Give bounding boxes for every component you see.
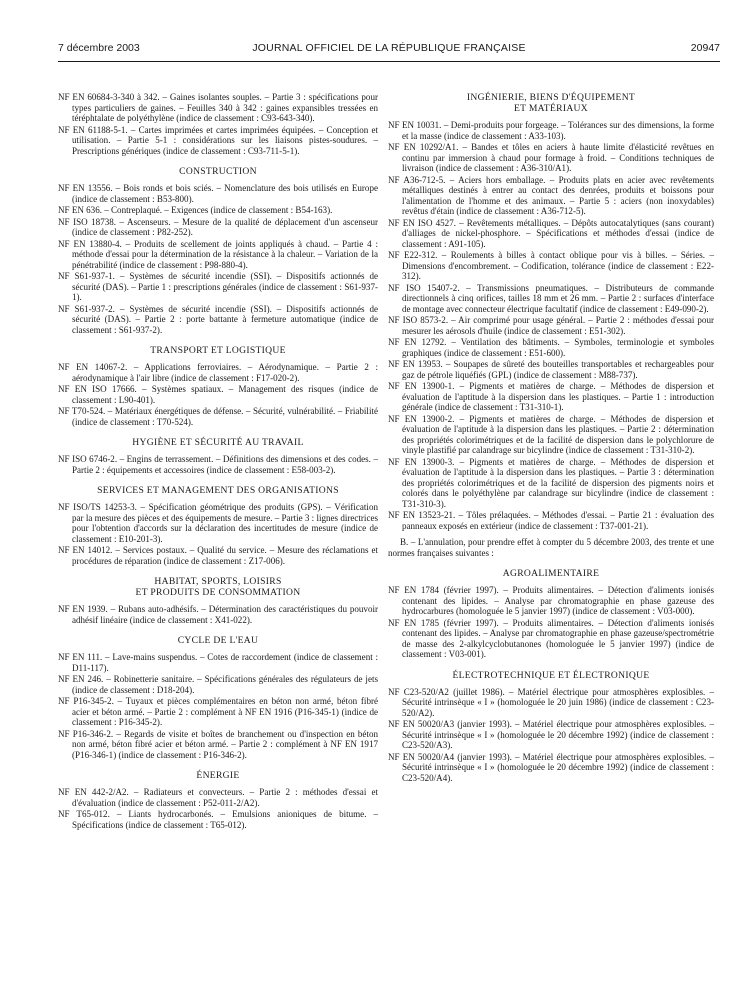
standard-entry: NF EN 14012. – Services postaux. – Qualité du service. – Mesure des réclamations et procédures de réparation (indice de classement : Z17-006). [58, 545, 378, 566]
standard-entry: NF ISO 8573-2. – Air comprimé pour usage général. – Partie 2 : méthodes d'essai pour mesurer les aérosols d'huile (indice de classement : E51-302). [388, 315, 714, 336]
standard-entry: NF EN 13900-1. – Pigments et matières de charge. – Méthodes de dispersion et évaluation de l'aptitude à la dispersion dans les plastiques. – Partie 1 : introduction générale (indice de classement : T31-310-1). [388, 381, 714, 412]
standard-entry: NF EN 10031. – Demi-produits pour forgeage. – Tolérances sur des dimensions, la forme et la masse (indice de classement : A33-103). [388, 120, 714, 141]
standard-entry: NF ISO 6746-2. – Engins de terrassement. – Définitions des dimensions et des codes. – Partie 2 : équipements et accessoires (indice de classement : E58-003-2). [58, 454, 378, 475]
section-heading: ÉNERGIE [196, 770, 240, 781]
standard-entry: NF EN 13900-3. – Pigments et matières de charge. – Méthodes de dispersion et évaluation de l'aptitude à la dispersion dans les plastiques. – Partie 3 : détermination des propriétés colorimétriques et de la facilité de dispersion des pigments noirs et colorés dans le polyéthylène par calandrage sur bicylindre (indice de classement : T31-310-3). [388, 456, 714, 509]
section-heading: ÉLECTROTECHNIQUE ET ÉLECTRONIQUE [452, 669, 650, 681]
header-title: JOURNAL OFFICIEL DE LA RÉPUBLIQUE FRANÇAISE [252, 42, 526, 54]
standard-entry: NF EN 13953. – Soupapes de sûreté des bouteilles transportables et rechargeables pour gaz de pétrole liquéfiés (GPL) (indice de classement : M88-737). [388, 359, 714, 380]
standard-entry: NF P16-346-2. – Regards de visite et boîtes de branchement ou d'inspection en béton non armé, béton fibré acier et béton armé. – Partie 2 : complément à NF EN 1917 (P16-346-1) (indice de classement : P16-346-2). [58, 728, 378, 760]
section-heading: AGROALIMENTAIRE [502, 568, 600, 579]
standard-entry: NF E22-312. – Roulements à billes à contact oblique pour vis à billes. – Séries. – Dimensions d'encombrement. – Codification, tolérance (indice de classement : E22-312). [388, 250, 714, 281]
standard-entry: NF EN 246. – Robinetterie sanitaire. – Spécifications générales des régulateurs de jets (indice de classement : D18-204). [58, 674, 378, 695]
standard-entry: NF EN 12792. – Ventilation des bâtiments. – Symboles, terminologie et symboles graphiques (indice de classement : E51-600). [388, 337, 714, 358]
standard-entry: NF EN 442-2/A2. – Radiateurs et convecteurs. – Partie 2 : méthodes d'essai et d'évaluation (indice de classement : P52-011-2/A2). [58, 787, 378, 808]
standard-entry: NF T70-524. – Matériaux énergétiques de défense. – Sécurité, vulnérabilité. – Friabilité (indice de classement : T70-524). [58, 406, 378, 427]
header-rule [58, 61, 720, 62]
standard-entry: NF EN 13556. – Bois ronds et bois sciés. – Nomenclature des bois utilisés en Europe (indice de classement : B53-800). [58, 183, 378, 204]
standard-entry: NF EN 1785 (février 1997). – Produits alimentaires. – Détection d'aliments ionisés contenant des lipides. – Analyse par chromatographie en phase gazeuse/spectrométrie de masse des 2-alkylcyclobutanones (homologuée le 5 janvier 1997) (indice de classement : V03-001). [388, 617, 714, 659]
standard-entry: NF ISO/TS 14253-3. – Spécification géométrique des produits (GPS). – Vérification par la mesure des pièces et des équipements de mesure. – Partie 3 : lignes directrices pour l'obtention d'accords sur la déclaration des incertitudes de mesure (indice de classement : E10-201-3). [58, 502, 378, 544]
standard-entry: NF T65-012. – Liants hydrocarbonés. – Emulsions anioniques de bitume. – Spécifications (indice de classement : T65-012). [58, 809, 378, 830]
standard-entry: NF A36-712-5. – Aciers hors emballage. – Produits plats en acier avec revêtements métalliques destinés à entrer au contact des denrées, produits et boissons pour l'alimentation de l'homme et des animaux. – Partie 5 : aciers (non inoxydables) revêtus d'étain (indice de classement : A36-712-5). [388, 174, 714, 216]
standard-entry: NF EN 111. – Lave-mains suspendus. – Cotes de raccordement (indice de classement : D11-117). [58, 652, 378, 673]
page-header [58, 42, 720, 58]
standard-entry: NF EN 50020/A4 (janvier 1993). – Matériel électrique pour atmosphères explosibles. – Sécurité intrinsèque « I » (homologuée le 20 décembre 1992) (indice de classement : C23-520/A4). [388, 751, 714, 783]
annulation-paragraph: B. – L'annulation, pour prendre effet à compter du 5 décembre 2003, des trente et une normes françaises suivantes : [388, 537, 714, 558]
section-heading: TRANSPORT ET LOGISTIQUE [150, 345, 286, 356]
standard-entry: NF EN ISO 17666. – Systèmes spatiaux. – Management des risques (indice de classement : L90-401). [58, 384, 378, 405]
section-heading: HYGIÈNE ET SÉCURITÉ AU TRAVAIL [132, 437, 304, 448]
header-page-number: 20947 [690, 42, 720, 54]
header-date: 7 décembre 2003 [58, 42, 140, 54]
standard-entry: NF S61-937-2. – Systèmes de sécurité incendie (SSI). – Dispositifs actionnés de sécurité (DAS). – Partie 2 : porte battante à fermeture automatique (indice de classement : S61-937-2). [58, 303, 378, 335]
standard-entry: NF EN 13880-4. – Produits de scellement de joints appliqués à chaud. – Partie 4 : méthode d'essai pour la détermination de la résistance à la chaleur. – Variation de la pénétrabilité (indice de classement : P98-880-4). [58, 238, 378, 270]
standard-entry: NF EN 14067-2. – Applications ferroviaires. – Aérodynamique. – Partie 2 : aérodynamique à l'air libre (indice de classement : F17-020-2). [58, 362, 378, 383]
section-heading: CYCLE DE L'EAU [177, 635, 259, 646]
standard-entry: NF EN 50020/A3 (janvier 1993). – Matériel électrique pour atmosphères explosibles. – Sécurité intrinsèque « I » (homologuée le 20 décembre 1992) (indice de classement : C23-520/A3). [388, 719, 714, 750]
standard-entry: NF S61-937-1. – Systèmes de sécurité incendie (SSI). – Dispositifs actionnés de sécurité (DAS). – Partie 1 : prescriptions générales (indice de classement : S61-937-1). [58, 271, 378, 302]
standard-entry: NF EN 636. – Contreplaqué. – Exigences (indice de classement : B54-163). [58, 205, 333, 215]
standard-entry: NF EN 13523-21. – Tôles prélaquées. – Méthodes d'essai. – Partie 21 : évaluation des panneaux exposés en extérieur (indice de classement : T37-001-21). [388, 510, 714, 531]
standard-entry: NF EN 1784 (février 1997). – Produits alimentaires. – Détection d'aliments ionisés contenant des lipides. – Analyse par chromatographie en phase gazeuse des hydrocarbures (homologuée le 5 janvier 1997) (indice de classement : V03-000). [388, 585, 714, 616]
right-column [388, 92, 714, 784]
left-column [58, 92, 378, 831]
standard-entry: NF EN ISO 4527. – Revêtements métalliques. – Dépôts autocatalytiques (sans courant) d'alliages de nickel-phosphore. – Spécifications et méthodes d'essai (indice de classement : A91-105). [388, 217, 714, 249]
standard-entry: NF EN 13900-2. – Pigments et matières de charge. – Méthodes de dispersion et évaluation de l'aptitude à la dispersion dans les plastiques. – Partie 2 : détermination des propriétés colorimétriques et de la facilité de dispersion dans le polychlorure de vinyle plastifié par calandrage sur bicylindre (indice de classement : T31-310-2). [388, 413, 714, 455]
standard-entry: NF EN 61188-5-1. – Cartes imprimées et cartes imprimées équipées. – Conception et utilisation. – Partie 5-1 : considérations sur les liaisons pistes-soudures. – Prescriptions génériques (indice de classement : C93-711-5-1). [58, 124, 378, 156]
standard-entry: NF EN 60684-3-340 à 342. – Gaines isolantes souples. – Partie 3 : spécifications pour types particuliers de gaines. – Feuilles 340 à 342 : gaines expansibles tressées en téréphtalate de polyéthylène (indice de classement : C93-643-340). [58, 92, 378, 123]
standard-entry: NF EN 1939. – Rubans auto-adhésifs. – Détermination des caractéristiques du pouvoir adhésif linéaire (indice de classement : X41-022). [58, 604, 378, 625]
standard-entry: NF ISO 18738. – Ascenseurs. – Mesure de la qualité de déplacement d'un ascenseur (indice de classement : P82-252). [58, 216, 378, 237]
standard-entry: NF EN 10292/A1. – Bandes et tôles en aciers à haute limite d'élasticité revêtues en continu par immersion à chaud pour formage à froid. – Conditions techniques de livraison (indice de classement : A36-310/A1). [388, 142, 714, 173]
section-heading: SERVICES ET MANAGEMENT DES ORGANISATIONS [97, 485, 339, 496]
section-heading: INGÉNIERIE, BIENS D'ÉQUIPEMENT ET MATÉRIAUX [466, 92, 636, 114]
standard-entry: NF P16-345-2. – Tuyaux et pièces complémentaires en béton non armé, béton fibré acier et béton armé. – Partie 2 : complément à NF EN 1916 (P16-345-1) (indice de classement : P16-345-2). [58, 696, 378, 727]
standard-entry: NF ISO 15407-2. – Transmissions pneumatiques. – Distributeurs de commande directionnels à cinq orifices, tailles 18 mm et 26 mm. – Partie 2 : surfaces d'interface de montage avec connecteur électrique facultatif (indice de classement : E49-090-2). [388, 282, 714, 314]
standard-entry: NF C23-520/A2 (juillet 1986). – Matériel électrique pour atmosphères explosibles. – Sécurité intrinsèque « I » (homologuée le 20 juin 1986) (indice de classement : C23-520/A2). [388, 686, 714, 718]
section-heading: HABITAT, SPORTS, LOISIRS ET PRODUITS DE CONSOMMATION [135, 576, 301, 598]
section-heading: CONSTRUCTION [179, 166, 257, 177]
